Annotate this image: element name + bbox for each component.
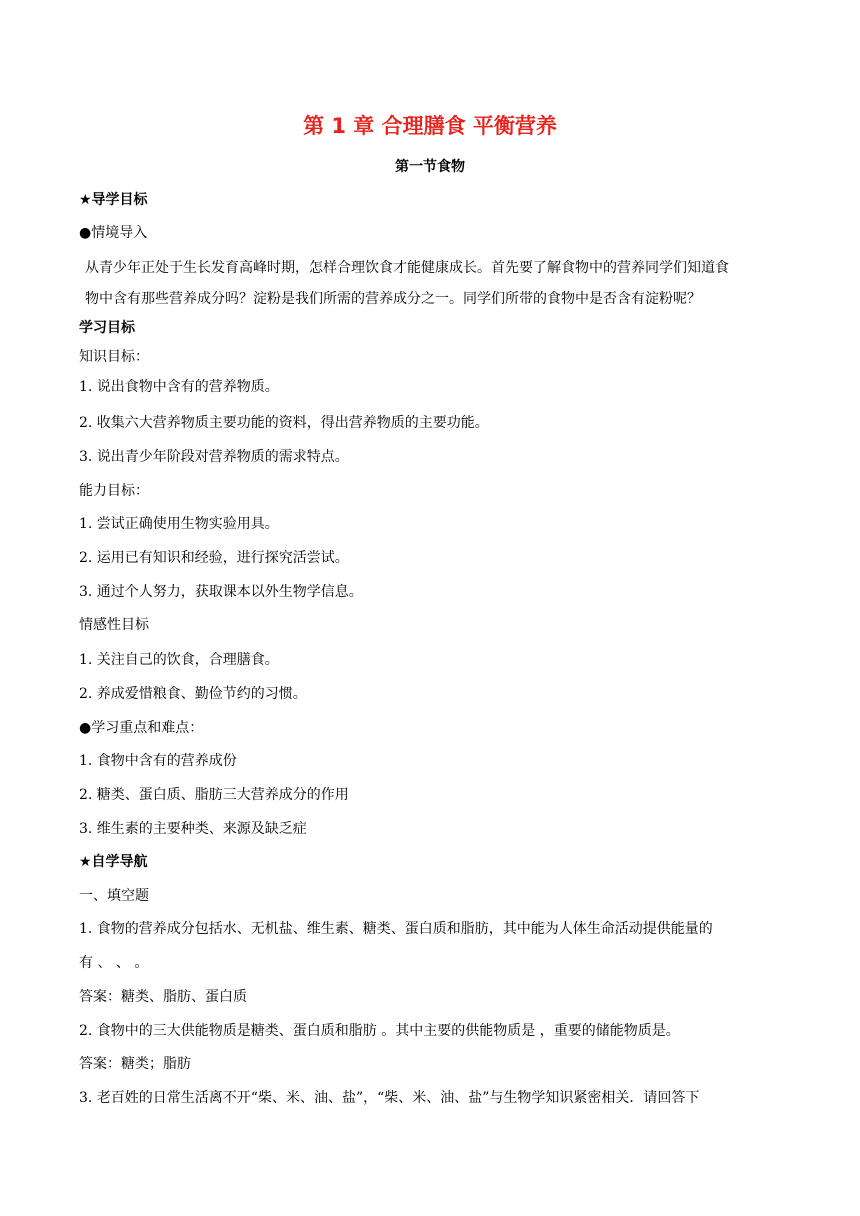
section-title: 第一节食物 xyxy=(395,159,465,175)
emotion-item-2: 2. 养成爱惜粮食、勤俭节约的习惯。 xyxy=(79,686,307,702)
learning-goal-heading: 学习目标 xyxy=(79,320,135,336)
fill-blank-heading: 一、填空题 xyxy=(79,888,149,904)
ability-goal-heading: 能力目标： xyxy=(79,483,149,499)
guide-goal-heading: ★导学目标 xyxy=(79,192,148,208)
knowledge-goal-heading: 知识目标： xyxy=(79,349,149,365)
answer-2: 答案：糖类；脂肪 xyxy=(79,1056,191,1072)
key-point-1: 1. 食物中含有的营养成份 xyxy=(79,753,237,769)
emotion-goal-heading: 情感性目标 xyxy=(79,617,149,633)
question-3: 3. 老百姓的日常生活离不开“柴、米、油、盐”，“柴、米、油、盐”与生物学知识紧密相关．请回答下 xyxy=(79,1090,700,1106)
ability-item-1: 1. 尝试正确使用生物实验用具。 xyxy=(79,516,279,532)
emotion-item-1: 1. 关注自己的饮食，合理膳食。 xyxy=(79,652,279,668)
answer-1: 答案：糖类、脂肪、蛋白质 xyxy=(79,989,247,1005)
ability-item-2: 2. 运用已有知识和经验，进行探究活尝试。 xyxy=(79,550,349,566)
knowledge-item-1: 1. 说出食物中含有的营养物质。 xyxy=(79,379,279,395)
key-points-heading: ●学习重点和难点： xyxy=(79,720,204,736)
question-1-line-2: 有 、 、 。 xyxy=(79,955,149,971)
knowledge-item-2: 2. 收集六大营养物质主要功能的资料，得出营养物质的主要功能。 xyxy=(79,415,489,431)
chapter-title: 第 1 章 合理膳食 平衡营养 xyxy=(303,114,557,138)
ability-item-3: 3. 通过个人努力，获取课本以外生物学信息。 xyxy=(79,584,363,600)
self-study-heading: ★自学导航 xyxy=(79,854,148,870)
context-intro-heading: ●情境导入 xyxy=(79,225,148,241)
intro-paragraph-line-2: 物中含有那些营养成分吗？淀粉是我们所需的营养成分之一。同学们所带的食物中是否含有淀粉呢？ xyxy=(85,291,701,307)
question-2: 2. 食物中的三大供能物质是糖类、蛋白质和脂肪 。其中主要的供能物质是 ，重要的储能物质是。 xyxy=(79,1023,680,1039)
intro-paragraph-line-1: 从青少年正处于生长发育高峰时期，怎样合理饮食才能健康成长。首先要了解食物中的营养同学们知道食 xyxy=(85,260,729,276)
question-1-line-1: 1. 食物的营养成分包括水、无机盐、维生素、糖类、蛋白质和脂肪，其中能为人体生命活动提供能量的 xyxy=(79,921,713,937)
key-point-2: 2. 糖类、蛋白质、脂肪三大营养成分的作用 xyxy=(79,787,349,803)
knowledge-item-3: 3. 说出青少年阶段对营养物质的需求特点。 xyxy=(79,449,349,465)
key-point-3: 3. 维生素的主要种类、来源及缺乏症 xyxy=(79,821,307,837)
